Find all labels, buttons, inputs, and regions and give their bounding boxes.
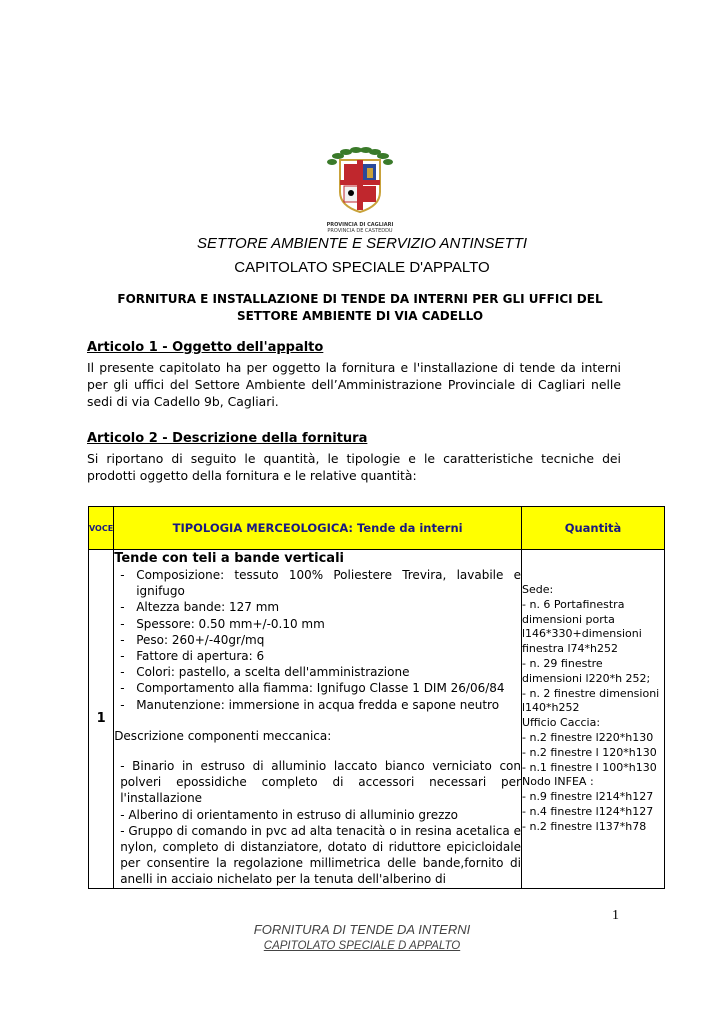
sector-heading: SETTORE AMBIENTE E SERVIZIO ANTINSETTI bbox=[196, 235, 528, 252]
spec-list bbox=[114, 567, 521, 713]
header-quantita: Quantità bbox=[522, 507, 665, 550]
mech-list bbox=[114, 758, 521, 888]
footer-line1: FORNITURA DI TENDE DA INTERNI bbox=[253, 922, 471, 937]
document-type: CAPITOLATO SPECIALE D'APPALTO bbox=[234, 259, 490, 276]
qty-line: - n. 29 finestre dimensioni l220*h 252; bbox=[522, 656, 651, 685]
qty-line: - n.4 finestre l124*h127 bbox=[522, 804, 654, 818]
mech-item: - Gruppo di comando in pvc ad alta tenacità o in resina acetalica e nylon, completo di distanziatore, dotato di riduttore epicicloidale per consentire la regolazione millimetrica delle bande,fornito di anelli in acciaio nichelato per la tenuta dell'alberino di bbox=[120, 823, 521, 887]
item-title: Tende con teli a bande verticali bbox=[114, 551, 344, 566]
qty-line: - n.2 finestre l220*h130 bbox=[522, 730, 654, 744]
document-title bbox=[100, 291, 620, 325]
qty-line: - n. 2 finestre dimensioni l140*h252 bbox=[522, 686, 660, 715]
logo-line2: PROVINCIA DE CASTEDDU bbox=[327, 228, 393, 234]
item-quantities bbox=[522, 550, 665, 889]
article-1-text: Il presente capitolato ha per oggetto la fornitura e l'installazione di tende da interni per gli uffici del Settore Ambiente dell’Amministrazione Provinciale di Cagliari nelle sedi di via Cadello 9b, Cagliari. bbox=[87, 360, 621, 410]
article-2-text: Si riportano di seguito le quantità, le tipologie e le caratteristiche tecniche dei prodotti oggetto della fornitura e le relative quantità: bbox=[87, 451, 621, 484]
qty-line: - n.1 finestre l 100*h130 bbox=[522, 760, 657, 774]
title-line2: SETTORE AMBIENTE DI VIA CADELLO bbox=[236, 309, 484, 323]
list-item: - Peso: 260+/-40gr/mq bbox=[136, 632, 521, 648]
qty-line: - n.2 finestre l137*h78 bbox=[522, 819, 647, 833]
table-header-row bbox=[89, 507, 665, 550]
logo-caption bbox=[300, 222, 420, 234]
coat-of-arms-icon bbox=[324, 146, 396, 234]
list-item: - Colori: pastello, a scelta dell'amministrazione bbox=[136, 664, 521, 680]
logo-line1: PROVINCIA DI CAGLIARI bbox=[326, 222, 394, 228]
qty-line: Nodo INFEA : bbox=[522, 775, 594, 789]
voce-number: 1 bbox=[89, 550, 114, 889]
list-item: - Fattore di apertura: 6 bbox=[136, 648, 521, 664]
title-line1: FORNITURA E INSTALLAZIONE DI TENDE DA INTERNI PER GLI UFFICI DEL bbox=[117, 292, 603, 306]
list-item: - Manutenzione: immersione in acqua fredda e sapone neutro bbox=[136, 697, 521, 713]
list-item: - Comportamento alla fiamma: Ignifugo Classe 1 DIM 26/06/84 bbox=[136, 680, 521, 696]
qty-line: Ufficio Caccia: bbox=[522, 716, 601, 730]
mech-item: - Alberino di orientamento in estruso di alluminio grezzo bbox=[120, 807, 459, 822]
supply-table bbox=[88, 506, 665, 889]
qty-line: - n.9 finestre l214*h127 bbox=[522, 790, 654, 804]
qty-line: Sede: bbox=[522, 583, 554, 596]
table-row bbox=[89, 550, 665, 889]
header-tipologia: TIPOLOGIA MERCEOLOGICA: Tende da interni bbox=[114, 507, 522, 550]
mech-item: - Binario in estruso di alluminio laccato bianco verniciato con polveri epossidiche completo di accessori necessari per l'installazione bbox=[120, 759, 521, 806]
header-voce: VOCE bbox=[89, 507, 114, 550]
list-item: - Composizione: tessuto 100% Poliestere Trevira, lavabile e ignifugo bbox=[136, 567, 521, 599]
mech-title: Descrizione componenti meccanica: bbox=[114, 728, 332, 743]
qty-line: - n. 6 Portafinestra dimensioni porta l146*330+dimensioni finestra l74*h252 bbox=[522, 597, 642, 656]
page-number: 1 bbox=[612, 908, 619, 923]
list-item: - Altezza bande: 127 mm bbox=[136, 599, 521, 615]
article-1-heading: Articolo 1 - Oggetto dell'appalto bbox=[87, 340, 324, 355]
qty-line: - n.2 finestre l 120*h130 bbox=[522, 745, 657, 759]
item-description bbox=[114, 550, 522, 889]
list-item: - Spessore: 0.50 mm+/-0.10 mm bbox=[136, 616, 521, 632]
article-2-heading: Articolo 2 - Descrizione della fornitura bbox=[87, 431, 368, 446]
province-logo bbox=[324, 146, 396, 234]
footer-line2: CAPITOLATO SPECIALE D APPALTO bbox=[263, 940, 461, 952]
